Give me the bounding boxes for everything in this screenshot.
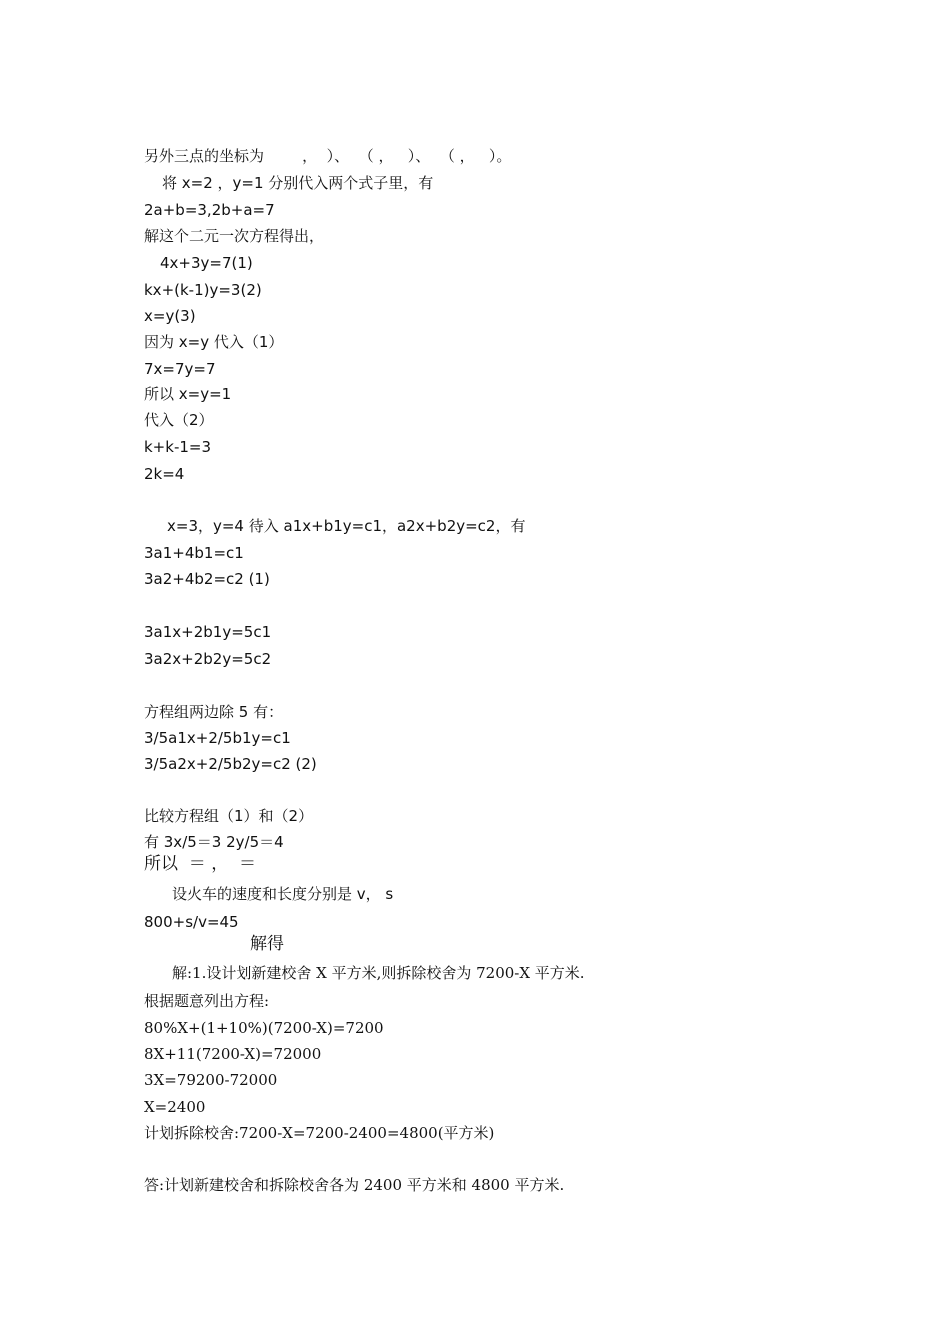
text-line: 设火车的速度和长度分别是 v， s xyxy=(172,885,394,903)
text-line: 3/5a1x+2/5b1y=c1 xyxy=(144,729,291,747)
text-line: X=2400 xyxy=(144,1098,206,1116)
text-line: 3X=79200-72000 xyxy=(144,1071,278,1089)
text-line: 80%X+(1+10%)(7200-X)=7200 xyxy=(144,1019,384,1037)
text-line: 2k=4 xyxy=(144,465,185,483)
text-line: 3/5a2x+2/5b2y=c2 (2) xyxy=(144,755,317,773)
text-line: k+k-1=3 xyxy=(144,438,212,456)
text-line: 所以 ＝ ， ＝ xyxy=(144,854,257,874)
text-line: 3a1x+2b1y=5c1 xyxy=(144,623,272,641)
text-line: 3a1+4b1=c1 xyxy=(144,544,244,562)
text-line: 解:1.设计划新建校舍 X 平方米,则拆除校舍为 7200-X 平方米. xyxy=(172,964,585,982)
text-line: 有 3x/5＝3 2y/5＝4 xyxy=(144,833,284,851)
text-line: 比较方程组（1）和（2） xyxy=(144,807,314,825)
text-line: x=3，y=4 待入 a1x+b1y=c1，a2x+b2y=c2，有 xyxy=(167,517,526,535)
text-line: 计划拆除校舍:7200-X=7200-2400=4800(平方米) xyxy=(144,1124,495,1142)
text-line: 根据题意列出方程: xyxy=(144,992,270,1010)
text-line: kx+(k-1)y=3(2) xyxy=(144,281,262,299)
text-line: 代入（2） xyxy=(144,411,214,429)
text-line: 另外三点的坐标为 ， ）、 （ ， ）、 （ ， ）。 xyxy=(144,147,512,165)
text-line: 解得 xyxy=(250,934,284,954)
text-line: 因为 x=y 代入（1） xyxy=(144,333,284,351)
text-line: 8X+11(7200-X)=72000 xyxy=(144,1045,322,1063)
text-line: 4x+3y=7(1) xyxy=(160,254,253,272)
text-line: 7x=7y=7 xyxy=(144,360,216,378)
text-line: 3a2x+2b2y=5c2 xyxy=(144,650,272,668)
text-line: 800+s/v=45 xyxy=(144,913,239,931)
text-line: 将 x=2 ，y=1 分别代入两个式子里，有 xyxy=(162,174,434,192)
text-line: 3a2+4b2=c2 (1) xyxy=(144,570,270,588)
text-line: 方程组两边除 5 有： xyxy=(144,703,284,721)
text-line: 所以 x=y=1 xyxy=(144,385,232,403)
text-line: x=y(3) xyxy=(144,307,196,325)
text-line: 2a+b=3,2b+a=7 xyxy=(144,201,275,219)
text-line: 答:计划新建校舍和拆除校舍各为 2400 平方米和 4800 平方米. xyxy=(144,1176,565,1194)
text-line: 解这个二元一次方程得出， xyxy=(144,227,325,245)
